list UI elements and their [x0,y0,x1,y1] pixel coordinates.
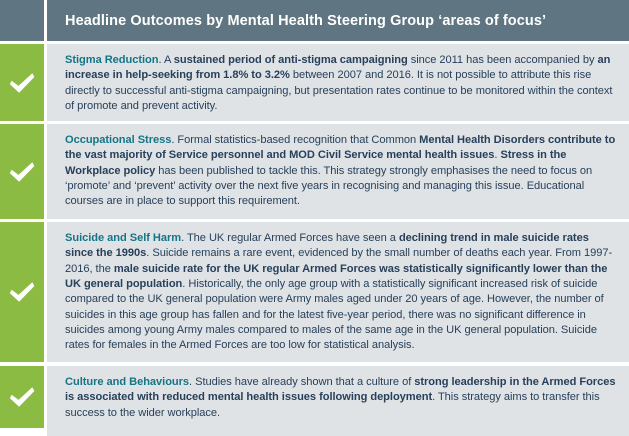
table-row [0,44,629,121]
header-title-bar [47,0,629,41]
outcome-content-cell [47,222,629,362]
table-header [0,0,629,41]
page-title: Headline Outcomes by Mental Health Steering Group ‘areas of focus’ [65,12,547,29]
check-icon [7,382,37,412]
table-row [0,222,629,362]
outcome-text: Stigma Reduction. A sustained period of anti-stigma campaigning since 2011 has been accompanied by an increase in help-seeking from 1.8% to 3.2% between 2007 and 2016. It is not possible to attribute this rise directly to successful anti-stigma campaigning, but presentation rates continue to be monitored within the context of promote and prevent activity. [65,54,613,113]
outcome-text: Occupational Stress. Formal statistics-based recognition that Common Mental Health Disorders contribute to the vast majority of Service personnel and MOD Civil Service mental health issues. Stress in the Workplace policy has been published to tackle this. This strategy strongly emphasises the need to focus on ‘promote’ and ‘prevent’ activity over the next five years in recognising and managing this issue. Educational courses are in place to support this requirement. [65,134,616,208]
table-row [0,366,629,436]
status-check-cell [0,124,44,219]
status-check-cell [0,44,44,121]
table-row [0,124,629,219]
outcome-content-cell [47,124,629,219]
outcome-content-cell [47,44,629,121]
outcome-text: Suicide and Self Harm. The UK regular Armed Forces have seen a declining trend in male suicide rates since the 1990s. Suicide remains a rare event, evidenced by the small number of deaths each year. From 1997-2016, the male suicide rate for the UK regular Armed Forces was statistically significantly lower than the UK general population. Historically, the only age group with a statistically significant increased risk of suicide compared to the UK general population were Army males aged under 20 years of age. However, the number of suicides in this age group has fallen and for the latest five-year period, there was no significant difference in suicides among young Army males compared to males of the same age in the UK general population. Suicide rates for females in the Armed Forces are too low for statistical analysis. [65,232,613,352]
check-icon [7,157,37,187]
status-check-cell [0,222,44,362]
check-icon [7,68,37,98]
status-check-cell [0,366,44,428]
outcome-content-cell [47,366,629,436]
check-icon [7,277,37,307]
outcome-text: Culture and Behaviours. Studies have already shown that a culture of strong leadership in the Armed Forces is associated with reduced mental health issues following deployment. This strategy aims to transfer this success to the wider workplace. [65,376,616,419]
header-left-spacer [0,0,44,41]
